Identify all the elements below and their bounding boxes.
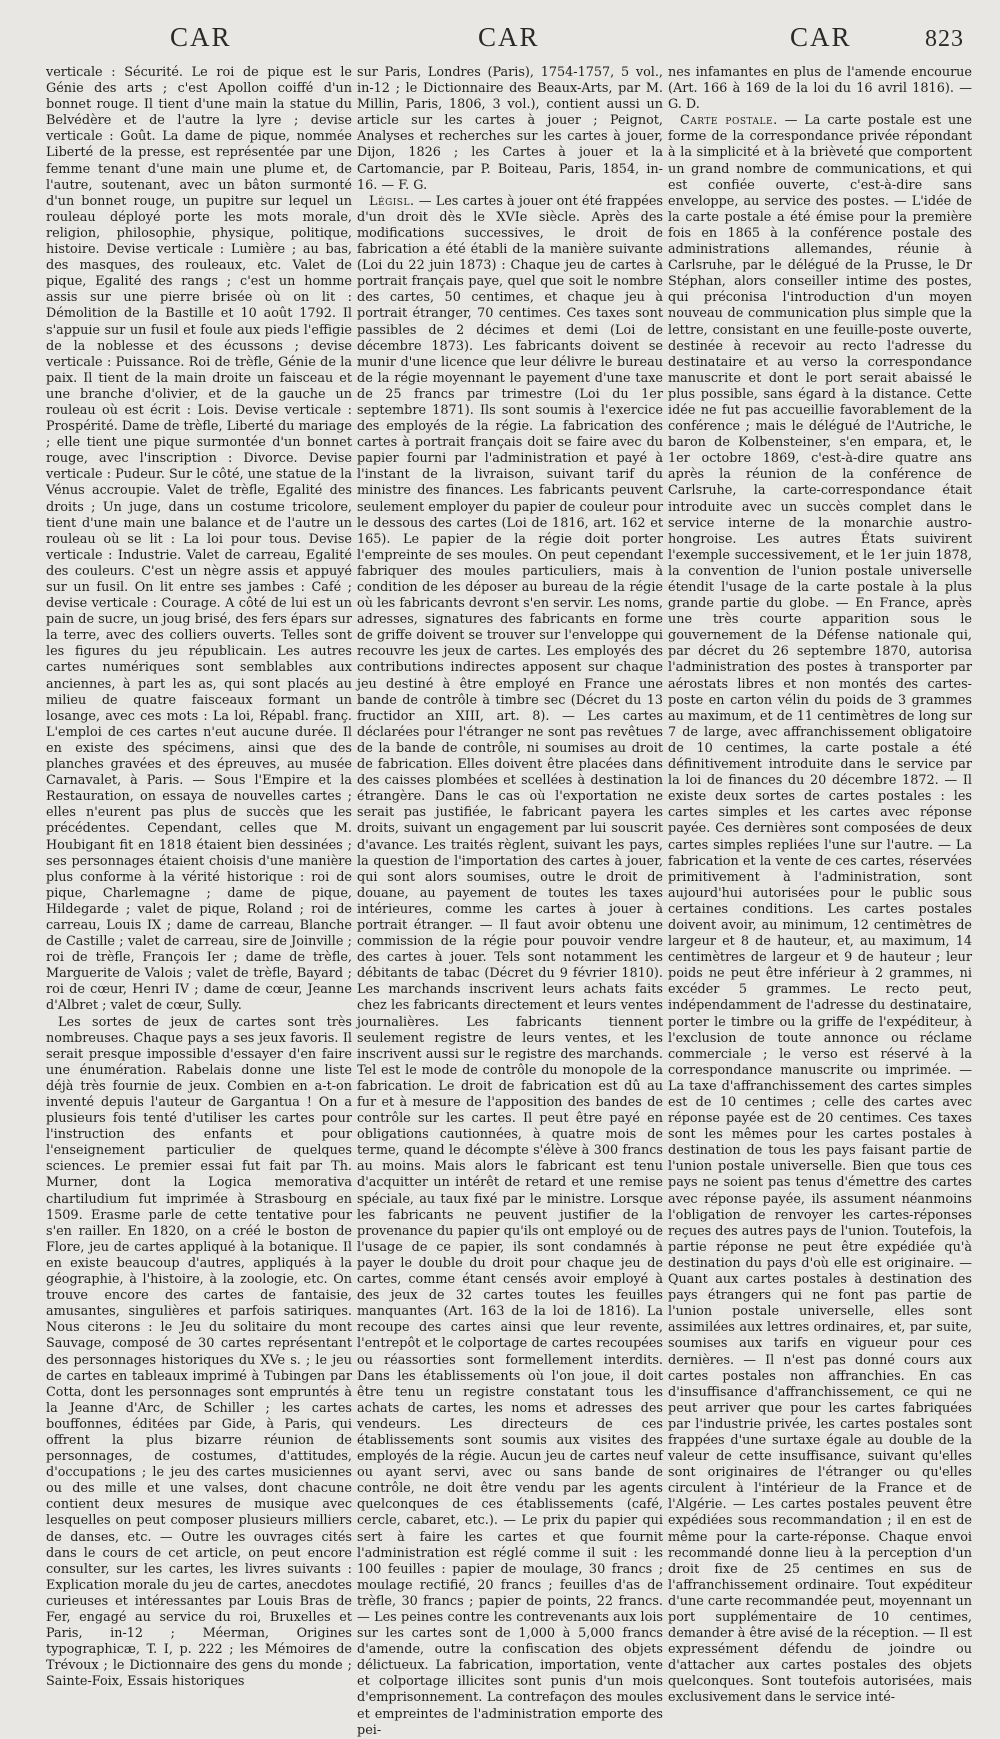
text-column-1: [46, 65, 352, 1690]
header-word-right: CAR: [790, 22, 852, 52]
page-number: 823: [925, 26, 964, 52]
header-word-middle: CAR: [478, 22, 540, 52]
header-word-left: CAR: [170, 22, 232, 52]
text-column-3: [668, 65, 972, 1706]
paragraph-body: — Les cartes à jouer ont été frappées d'un droit dès le XVIe siècle. Après des modifications successives, le droit de fabrication a été établi de la manière suivante (Loi du 22 juin 1873) : Chaque jeu de cartes à portrait français paye, quel que soit le nombre des cartes, 50 centimes, et chaque jeu à portrait étranger, 70 centimes. Ces taxes sont passibles de 2 décimes et demi (Loi de décembre 1873). Les fabricants doivent se munir d'une licence que leur délivre le bureau de la régie moyennant le payement d'une taxe de 25 francs par trimestre (Loi du 1er septembre 1871). Ils sont soumis à l'exercice des employés de la régie. La fabrication des cartes à portrait français doit se faire avec du papier fourni par l'administration et payé à l'instant de la livraison, suivant tarif du ministre des finances. Les fabricants peuvent seulement employer du papier de couleur pour le dessous des cartes (Loi de 1816, art. 162 et 165). Le papier de la régie doit porter l'empreinte de ses moules. On peut cependant fabriquer des moules particuliers, mais à condition de les déposer au bureau de la régie où les fabricants devront s'en servir. Les noms, adresses, signatures des fabricants en forme de griffe doivent se trouver sur l'enveloppe qui recouvre les jeux de cartes. Les employés des contributions indirectes apposent sur chaque jeu destiné à être employé en France une bande de contrôle à timbre sec (Décret du 13 fructidor an XIII, art. 8). — Les cartes déclarées pour l'étranger ne sont pas revêtues de la bande de contrôle, ni soumises au droit de fabrication. Elles doivent être placées dans des caisses plombées et scellées à destination étrangère. Dans le cas où l'exportation ne serait pas justifiée, le fabricant payera les droits, suivant un engagement par lui souscrit d'avance. Les traités règlent, suivant les pays, la question de l'importation des cartes à jouer, qui sont alors soumises, outre le droit de douane, au payement de toutes les taxes intérieures, comme les cartes à jouer à portrait étranger. — Il faut avoir obtenu une commission de la régie pour pouvoir vendre des cartes à jouer. Tels sont notamment les débitants de tabac (Décret du 9 février 1810). Les marchands inscrivent leurs achats faits chez les fabricants directement et leurs ventes journalières. Les fabricants tiennent seulement registre de leurs ventes, et les inscrivent aussi sur le registre des marchands. Tel est le mode de contrôle du monopole de la fabrication. Le droit de fabrication est dû au fur et à mesure de l'apposition des bandes de contrôle sur les cartes. Il peut être payé en obligations cautionnées, à quatre mois de terme, quand le décompte s'élève à 300 francs au moins. Mais alors le fabricant est tenu d'acquitter un intérêt de retard et une remise spéciale, au taux fixé par le ministre. Lorsque les fabricants ne peuvent justifier de la provenance du papier qu'ils ont employé ou de l'usage de ce papier, ils sont condamnés à payer le double du droit pour chaque jeu de cartes, comme étant censés avoir employé à des jeux de 32 cartes toutes les feuilles manquantes (Art. 163 de la loi de 1816). La recoupe des cartes ainsi que leur revente, l'entrepôt et le colportage de cartes recoupées ou réassorties sont formellement interdits. Dans les établissements où l'on joue, il doit être tenu un registre constatant tous les achats de cartes, les noms et adresses des vendeurs. Les directeurs de ces établissements sont soumis aux visites des employés de la régie. Aucun jeu de cartes neuf ou ayant servi, avec ou sans bande de contrôle, ne doit être vendu par les agents quelconques de ces établissements (café, cercle, cabaret, etc.). — Le prix du papier qui sert à faire les cartes et que fournit l'administration est réglé comme il suit : les 100 feuilles : papier de moulage, 30 francs ; moulage rectifié, 20 francs ; feuilles d'as de trèfle, 30 francs ; papier de points, 22 francs. — Les peines contre les contrevenants aux lois sur les cartes sont de 1,000 à 5,000 francs d'amende, outre la confiscation des objets délictueux. La fabrication, importation, vente et colportage illicites sont punis d'un mois d'emprisonnement. La contrefaçon des moules et empreintes de l'administration emporte des pei-: [357, 193, 663, 1738]
paragraph: verticale : Sécurité. Le roi de pique est le Génie des arts ; c'est Apollon coiffé d'un bonnet rouge. Il tient d'une main la statue du Belvédère et de l'autre la lyre ; devise verticale : Goût. La dame de pique, nommée Liberté de la presse, est représentée par une femme tenant d'une main une plume et, de l'autre, soutenant, avec un bâton surmonté d'un bonnet rouge, un pupitre sur lequel un rouleau déployé porte les mots morale, religion, philosophie, physique, politique, histoire. Devise verticale : Lumière ; au bas, des masques, des rouleaux, etc. Valet de pique, Egalité des rangs ; c'est un homme assis sur une pierre brisée où on lit : Démolition de la Bastille et 10 août 1792. Il s'appuie sur un fusil et foule aux pieds l'effigie de la noblesse et des écussons ; devise verticale : Puissance. Roi de trèfle, Génie de la paix. Il tient de la main droite un faisceau et une branche d'olivier, et de la gauche un rouleau où est écrit : Lois. Devise verticale : Prospérité. Dame de trèfle, Liberté du mariage ; elle tient une pique surmontée d'un bonnet rouge, avec l'inscription : Divorce. Devise verticale : Pudeur. Sur le côté, une statue de la Vénus accroupie. Valet de trèfle, Egalité des droits ; Un juge, dans un costume tricolore, tient d'une main une balance et de l'autre un rouleau où se lit : La loi pour tous. Devise verticale : Industrie. Valet de carreau, Egalité des couleurs. C'est un nègre assis et appuyé sur un fusil. On lit entre ses jambes : Café ; devise verticale : Courage. A côté de lui est un pain de sucre, un joug brisé, des fers épars sur la terre, avec des colliers ouverts. Telles sont les figures du jeu républicain. Les autres cartes numériques sont semblables aux anciennes, à part les as, qui sont placés au milieu de quatre faisceaux formant un losange, avec ces mots : La loi, Répabl. franç. L'emploi de ces cartes n'eut aucune durée. Il en existe des spécimens, ainsi que des planches gravées et des épreuves, au musée Carnavalet, à Paris. — Sous l'Empire et la Restauration, on essaya de nouvelles cartes ; elles n'eurent pas plus de succès que les précédentes. Cependant, celles que M. Houbigant fit en 1818 étaient bien dessinées ; ses personnages étaient choisis d'une manière plus conforme à la vérité historique : roi de pique, Charlemagne ; dame de pique, Hildegarde ; valet de pique, Roland ; roi de carreau, Louis IX ; dame de carreau, Blanche de Castille ; valet de carreau, sire de Joinville ; roi de trèfle, François Ier ; dame de trèfle, Marguerite de Valois ; valet de trèfle, Bayard ; roi de cœur, Henri IV ; dame de cœur, Jeanne d'Albret ; valet de cœur, Sully.: [46, 65, 352, 1014]
paragraph: nes infamantes en plus de l'amende encourue (Art. 166 à 169 de la loi du 16 avril 1816). — G. D.: [668, 65, 972, 113]
entry-heading-carte-postale: Carte postale.: [680, 113, 778, 129]
paragraph: sur Paris, Londres (Paris), 1754-1757, 5 vol., in-12 ; le Dictionnaire des Beaux-Arts, par M. Millin, Paris, 1806, 3 vol.), contient aussi un article sur les cartes à jouer ; Peignot, Analyses et recherches sur les cartes à jouer, Dijon, 1826 ; les Cartes à jouer et la Cartomancie, par P. Boiteau, Paris, 1854, in-16. — F. G.: [357, 65, 663, 193]
section-label-legislation: Législ.: [369, 193, 415, 209]
paragraph-legislation: [357, 194, 663, 1739]
running-header: [0, 22, 1000, 62]
text-column-2: [357, 65, 663, 1738]
paragraph-carte-postale: [668, 113, 972, 1706]
paragraph: Les sortes de jeux de cartes sont très nombreuses. Chaque pays a ses jeux favoris. Il serait presque impossible d'essayer d'en faire une énumération. Rabelais donne une liste déjà très fournie de jeux. Combien en a-t-on inventé depuis l'auteur de Gargantua ! On a plusieurs fois tenté d'utiliser les cartes pour l'instruction des enfants et pour l'enseignement particulier de quelques sciences. Le premier essai fut fait par Th. Murner, dont la Logica memorativa chartiludium fut imprimée à Strasbourg en 1509. Erasme parle de cette tentative pour s'en railler. En 1820, on a créé le boston de Flore, jeu de cartes appliqué à la botanique. Il en existe beaucoup d'autres, appliqués à la géographie, à l'histoire, à la zoologie, etc. On trouve encore des cartes de fantaisie, amusantes, singulières et parfois satiriques. Nous citerons : le Jeu du solitaire du mont Sauvage, composé de 30 cartes représentant des personnages historiques du XVe s. ; le jeu de cartes en tableaux imprimé à Tubingen par Cotta, dont les personnages sont empruntés à la Jeanne d'Arc, de Schiller ; les cartes bouffonnes, éditées par Gide, à Paris, qui offrent la plus bizarre réunion de personnages, de costumes, d'attitudes, d'occupations ; le jeu des cartes musiciennes ou des mille et une valses, dont chacune contient deux mesures de musique avec lesquelles on peut composer plusieurs milliers de danses, etc. — Outre les ouvrages cités dans le cours de cet article, on peut encore consulter, sur les cartes, les livres suivants : Explication morale du jeu de cartes, anecdotes curieuses et intéressantes par Louis Bras de Fer, engagé au service du roi, Bruxelles et Paris, in-12 ; Méerman, Origines typographicæ, T. I, p. 222 ; les Mémoires de Trévoux ; le Dictionnaire des gens du monde ; Sainte-Foix, Essais historiques: [46, 1014, 352, 1690]
paragraph-body: — La carte postale est une forme de la correspondance privée répondant à la simplicité et à la brièveté que comportent un grand nombre de communications, et qui est confiée ouverte, c'est-à-dire sans enveloppe, au service des postes. — L'idée de la carte postale a été émise pour la première fois en 1865 à la conférence postale des administrations allemandes, réunie à Carlsruhe, par le délégué de la Prusse, le Dr Stéphan, alors conseiller intime des postes, qui préconisa l'introduction d'un moyen nouveau de communication plus simple que la lettre, consistant en une feuille-poste ouverte, destinée à recevoir au recto l'adresse du destinataire et au verso la correspondance manuscrite et dont le port serait abaissé le plus possible, sans égard à la distance. Cette idée ne fut pas accueillie favorablement de la conférence ; mais le délégué de l'Autriche, le baron de Kolbensteiner, s'en empara, et, le 1er octobre 1869, c'est-à-dire quatre ans après la réunion de la conférence de Carlsruhe, la carte-correspondance était introduite avec un succès complet dans le service interne de la monarchie austro-hongroise. Les autres États suivirent l'exemple successivement, et le 1er juin 1878, la convention de l'union postale universelle étendit l'usage de la carte postale à la plus grande partie du globe. — En France, après une très courte apparition sous le gouvernement de la Défense nationale qui, par décret du 26 septembre 1870, autorisa l'administration des postes à transporter par aérostats libres et non montés des cartes-poste en carton vélin du poids de 3 grammes au maximum, et de 11 centimètres de long sur 7 de large, avec affranchissement obligatoire de 10 centimes, la carte postale a été définitivement introduite dans le service par la loi de finances du 20 décembre 1872. — Il existe deux sortes de cartes postales : les cartes simples et les cartes avec réponse payée. Ces dernières sont composées de deux cartes simples repliées l'une sur l'autre. — La fabrication et la vente de ces cartes, réservées primitivement à l'administration, sont aujourd'hui autorisées pour le public sous certaines conditions. Les cartes postales doivent avoir, au minimum, 12 centimètres de largeur et 8 de hauteur, et, au maximum, 14 centimètres de largeur et 9 de hauteur ; leur poids ne peut être inférieur à 2 grammes, ni excéder 5 grammes. Le recto peut, indépendamment de l'adresse du destinataire, porter le timbre ou la griffe de l'expéditeur, à l'exclusion de toute annonce ou réclame commerciale ; le verso est réservé à la correspondance manuscrite ou imprimée. — La taxe d'affranchissement des cartes simples est de 10 centimes ; celle des cartes avec réponse payée est de 20 centimes. Ces taxes sont les mêmes pour les cartes postales à destination de tous les pays faisant partie de l'union postale universelle. Bien que tous ces pays ne soient pas tenus d'émettre des cartes avec réponse payée, ils assument néanmoins l'obligation de renvoyer les cartes-réponses reçues des autres pays de l'union. Toutefois, la partie réponse ne peut être expédiée qu'à destination du pays d'où elle est originaire. — Quant aux cartes postales à destination des pays étrangers qui ne font pas partie de l'union postale universelle, elles sont assimilées aux lettres ordinaires, et, par suite, soumises aux tarifs en vigueur pour ces dernières. — Il n'est pas donné cours aux cartes postales non affranchies. En cas d'insuffisance d'affranchissement, ce qui ne peut arriver que pour les cartes fabriquées par l'industrie privée, les cartes postales sont frappées d'une surtaxe égale au double de la valeur de cette insuffisance, suivant qu'elles sont originaires de l'étranger ou qu'elles circulent à l'intérieur de la France et de l'Algérie. — Les cartes postales peuvent être expédiées sous recommandation ; il en est de même pour la carte-réponse. Chaque envoi recommandé donne lieu à la perception d'un droit fixe de 25 centimes en sus de l'affranchissement ordinaire. Tout expéditeur d'une carte recommandée peut, moyennant un port supplémentaire de 10 centimes, demander à être avisé de la réception. — Il est expressément défendu de joindre ou d'attacher aux cartes postales des objets quelconques. Sont toutefois autorisées, mais exclusivement dans le service inté-: [668, 113, 972, 1706]
